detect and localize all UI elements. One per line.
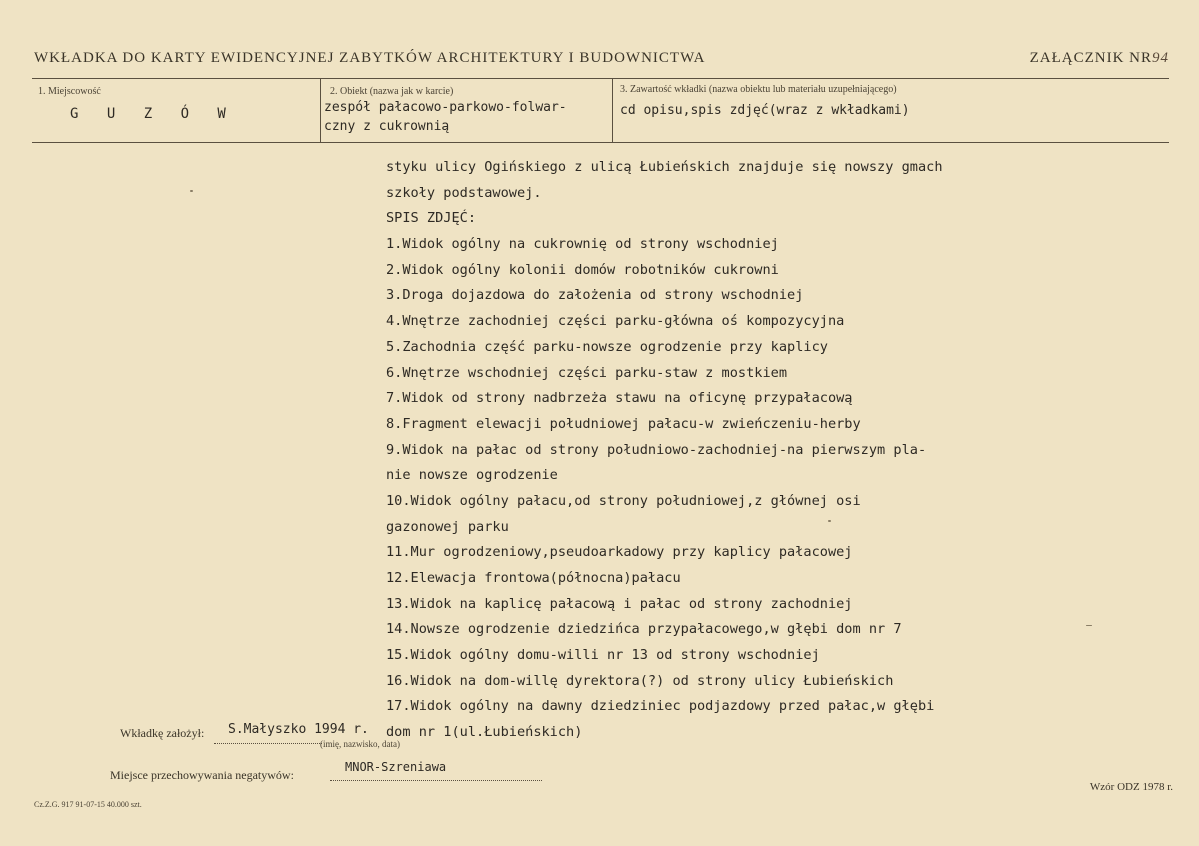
description-line: gazonowej parku [386, 518, 509, 535]
description-line: 7.Widok od strony nadbrzeża stawu na oficynę przypałacową [386, 390, 853, 407]
header-top-rule [32, 78, 1169, 79]
description-line: 2.Widok ogólny kolonii domów robotników cukrowni [386, 261, 779, 278]
description-body [386, 155, 1176, 746]
annex-number [1030, 50, 1169, 67]
description-line: dom nr 1(ul.Łubieńskich) [386, 724, 583, 741]
object-label: 2. Obiekt (nazwa jak w karcie) [330, 86, 454, 97]
description-line: 5.Zachodnia część parku-nowsze ogrodzenie przy kaplicy [386, 338, 828, 355]
content-label: 3. Zawartość wkładki (nazwa obiektu lub materiału uzupełniającego) [620, 84, 897, 95]
column-divider-1 [320, 78, 321, 142]
description-line: SPIS ZDJĘĆ: [386, 210, 477, 227]
description-line: szkoły podstawowej. [386, 184, 542, 201]
storage-value: MNOR-Szreniawa [345, 760, 447, 774]
content-value: cd opisu,spis zdjęć(wraz z wkładkami) [620, 103, 910, 118]
annex-label: ZAŁĄCZNIK NR [1029, 50, 1152, 66]
description-line: 6.Wnętrze wschodniej części parku-staw z mostkiem [386, 364, 788, 381]
description-line: 17.Widok ogólny na dawny dziedziniec podjazdowy przed pałac,w głębi [386, 698, 935, 715]
author-label: Wkładkę założył: [120, 726, 205, 740]
author-dotted-line [214, 743, 322, 744]
description-line: 14.Nowsze ogrodzenie dziedzińca przypałacowego,w głębi dom nr 7 [386, 621, 902, 638]
paper-speck [828, 520, 831, 522]
description-line: 10.Widok ogólny pałacu,od strony południowej,z głównej osi [386, 492, 861, 509]
description-line: styku ulicy Ogińskiego z ulicą Łubieńskich znajduje się nowszy gmach [386, 159, 943, 175]
storage-label: Miejsce przechowywania negatywów: [110, 768, 294, 782]
column-divider-2 [612, 78, 613, 142]
annex-number-handwritten: 94 [1152, 50, 1169, 66]
description-line: 13.Widok na kaplicę pałacową i pałac od strony zachodniej [386, 595, 853, 612]
locality-label: 1. Miejscowość [38, 86, 101, 97]
form-title: WKŁADKA DO KARTY EWIDENCYJNEJ ZABYTKÓW ARCHITEKTURY I BUDOWNICTWA [34, 50, 706, 66]
description-line: 4.Wnętrze zachodniej części parku-główna oś kompozycyjna [386, 313, 845, 330]
print-info: Cz.Z.G. 917 91-07-15 40.000 szt. [34, 800, 142, 809]
description-line: 16.Widok na dom-willę dyrektora(?) od strony ulicy Łubieńskich [386, 672, 894, 689]
author-value: S.Małyszko 1994 r. [228, 722, 369, 737]
header-bottom-rule [32, 142, 1169, 143]
description-line: 11.Mur ogrodzeniowy,pseudoarkadowy przy kaplicy pałacowej [386, 544, 853, 561]
author-caption: (imię, nazwisko, data) [320, 739, 400, 749]
description-line: 15.Widok ogólny domu-willi nr 13 od strony wschodniej [386, 647, 820, 664]
locality-value: G U Z Ó W [70, 106, 236, 122]
description-line: 12.Elewacja frontowa(północna)pałacu [386, 570, 681, 586]
object-value: zespół pałacowo-parkowo-folwar- czny z cukrownią [324, 100, 567, 134]
form-model: Wzór ODZ 1978 r. [1089, 781, 1173, 793]
paper-speck [190, 190, 193, 192]
description-line: 1.Widok ogólny na cukrownię od strony wschodniej [386, 236, 779, 253]
description-line: 3.Droga dojazdowa do założenia od strony wschodniej [386, 287, 804, 304]
description-line: 9.Widok na pałac od strony południowo-zachodniej-na pierwszym pla- [386, 441, 927, 458]
description-line: nie nowsze ogrodzenie [386, 467, 558, 484]
paper-speck [1086, 625, 1092, 626]
storage-dotted-line [330, 780, 542, 781]
description-line: 8.Fragment elewacji południowej pałacu-w zwieńczeniu-herby [386, 415, 861, 432]
